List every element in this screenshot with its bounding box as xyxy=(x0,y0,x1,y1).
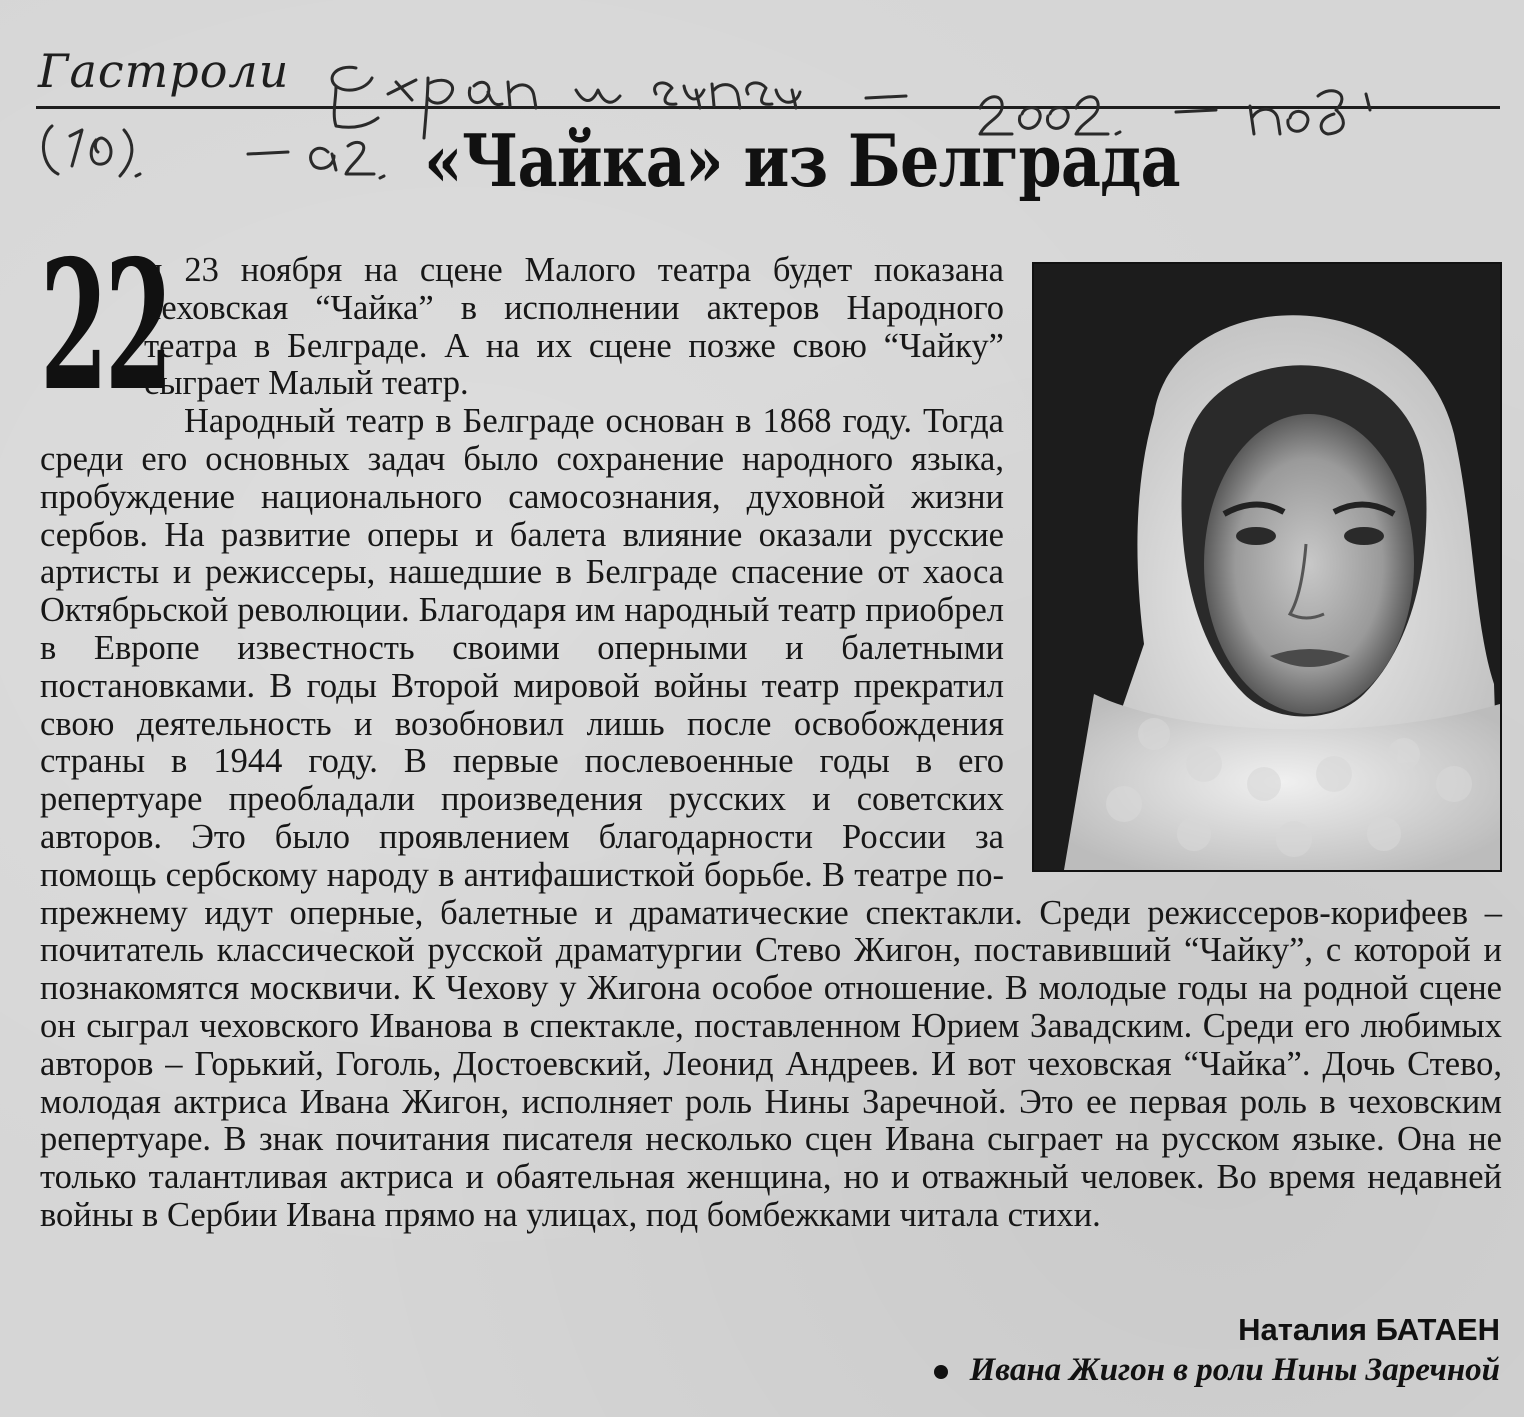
bullet-icon xyxy=(934,1365,948,1379)
author-byline: Наталия БАТАЕН xyxy=(1238,1312,1500,1347)
actress-photo xyxy=(1032,262,1502,872)
photo-caption xyxy=(934,1352,1500,1389)
lead-paragraph: и 23 ноября на сцене Малого театра будет показана чеховская “Чайка” в исполнении актеров Народного театра в Белграде. А на их сцене позже свою “Чайку” сыграет Малый театр. xyxy=(144,251,1004,403)
main-paragraph: Народный театр в Белграде основан в 1868 году. Тогда среди его основных задач было сохранение народного языка, пробуждение национального самосознания, духовной жизни сербов. На развитие оперы и балета влияние оказали русские артисты и режиссеры, нашедшие в Белграде спасение от хаоса Октябрьской революции. Благодаря им народный театр приобрел в Европе известность своими оперными и балетными постановками. В годы Второй мировой войны театр прекратил свою деятельность и возобновил лишь после освобождения страны в 1944 году. В первые послевоенные годы в его репертуаре преобладали произведения русских и советских авторов. Это было проявлением благодарности России за помощь сербскому народу в антифашисткой борьбе. В театре по-прежнему идут оперные, балетные и драматические спектакли. Среди режиссеров-корифеев – почитатель классической русской драматургии Стево Жигон, поставивший “Чайку”, с которой и познакомятся москвичи. К Чехову у Жигона особое отношение. В молодые годы на родной сцене он сыграл чеховского Иванова в спектакле, поставленном Юрием Завадским. Среди его любимых авторов – Горький, Гоголь, Достоевский, Леонид Андреев. И вот чеховская “Чайка”. Дочь Стево, молодая актриса Ивана Жигон, исполняет роль Нины Заречной. Это ее первая роль в чеховским репертуаре. В знак почитания писателя несколько сцен Ивана сыграет на русском языке. Она не только талантливая актриса и обаятельная женщина, но и отважный человек. Во время недавней войны в Сербии Ивана прямо на улицах, под бомбежками читала стихи. xyxy=(40,402,1502,1234)
photo-caption-text: Ивана Жигон в роли Нины Заречной xyxy=(969,1352,1500,1388)
headline: «Чайка» из Белграда xyxy=(424,118,1180,203)
dropcap-number: 22 xyxy=(40,221,170,430)
article-body xyxy=(40,221,1502,1235)
section-rubric: Гастроли xyxy=(38,44,290,98)
